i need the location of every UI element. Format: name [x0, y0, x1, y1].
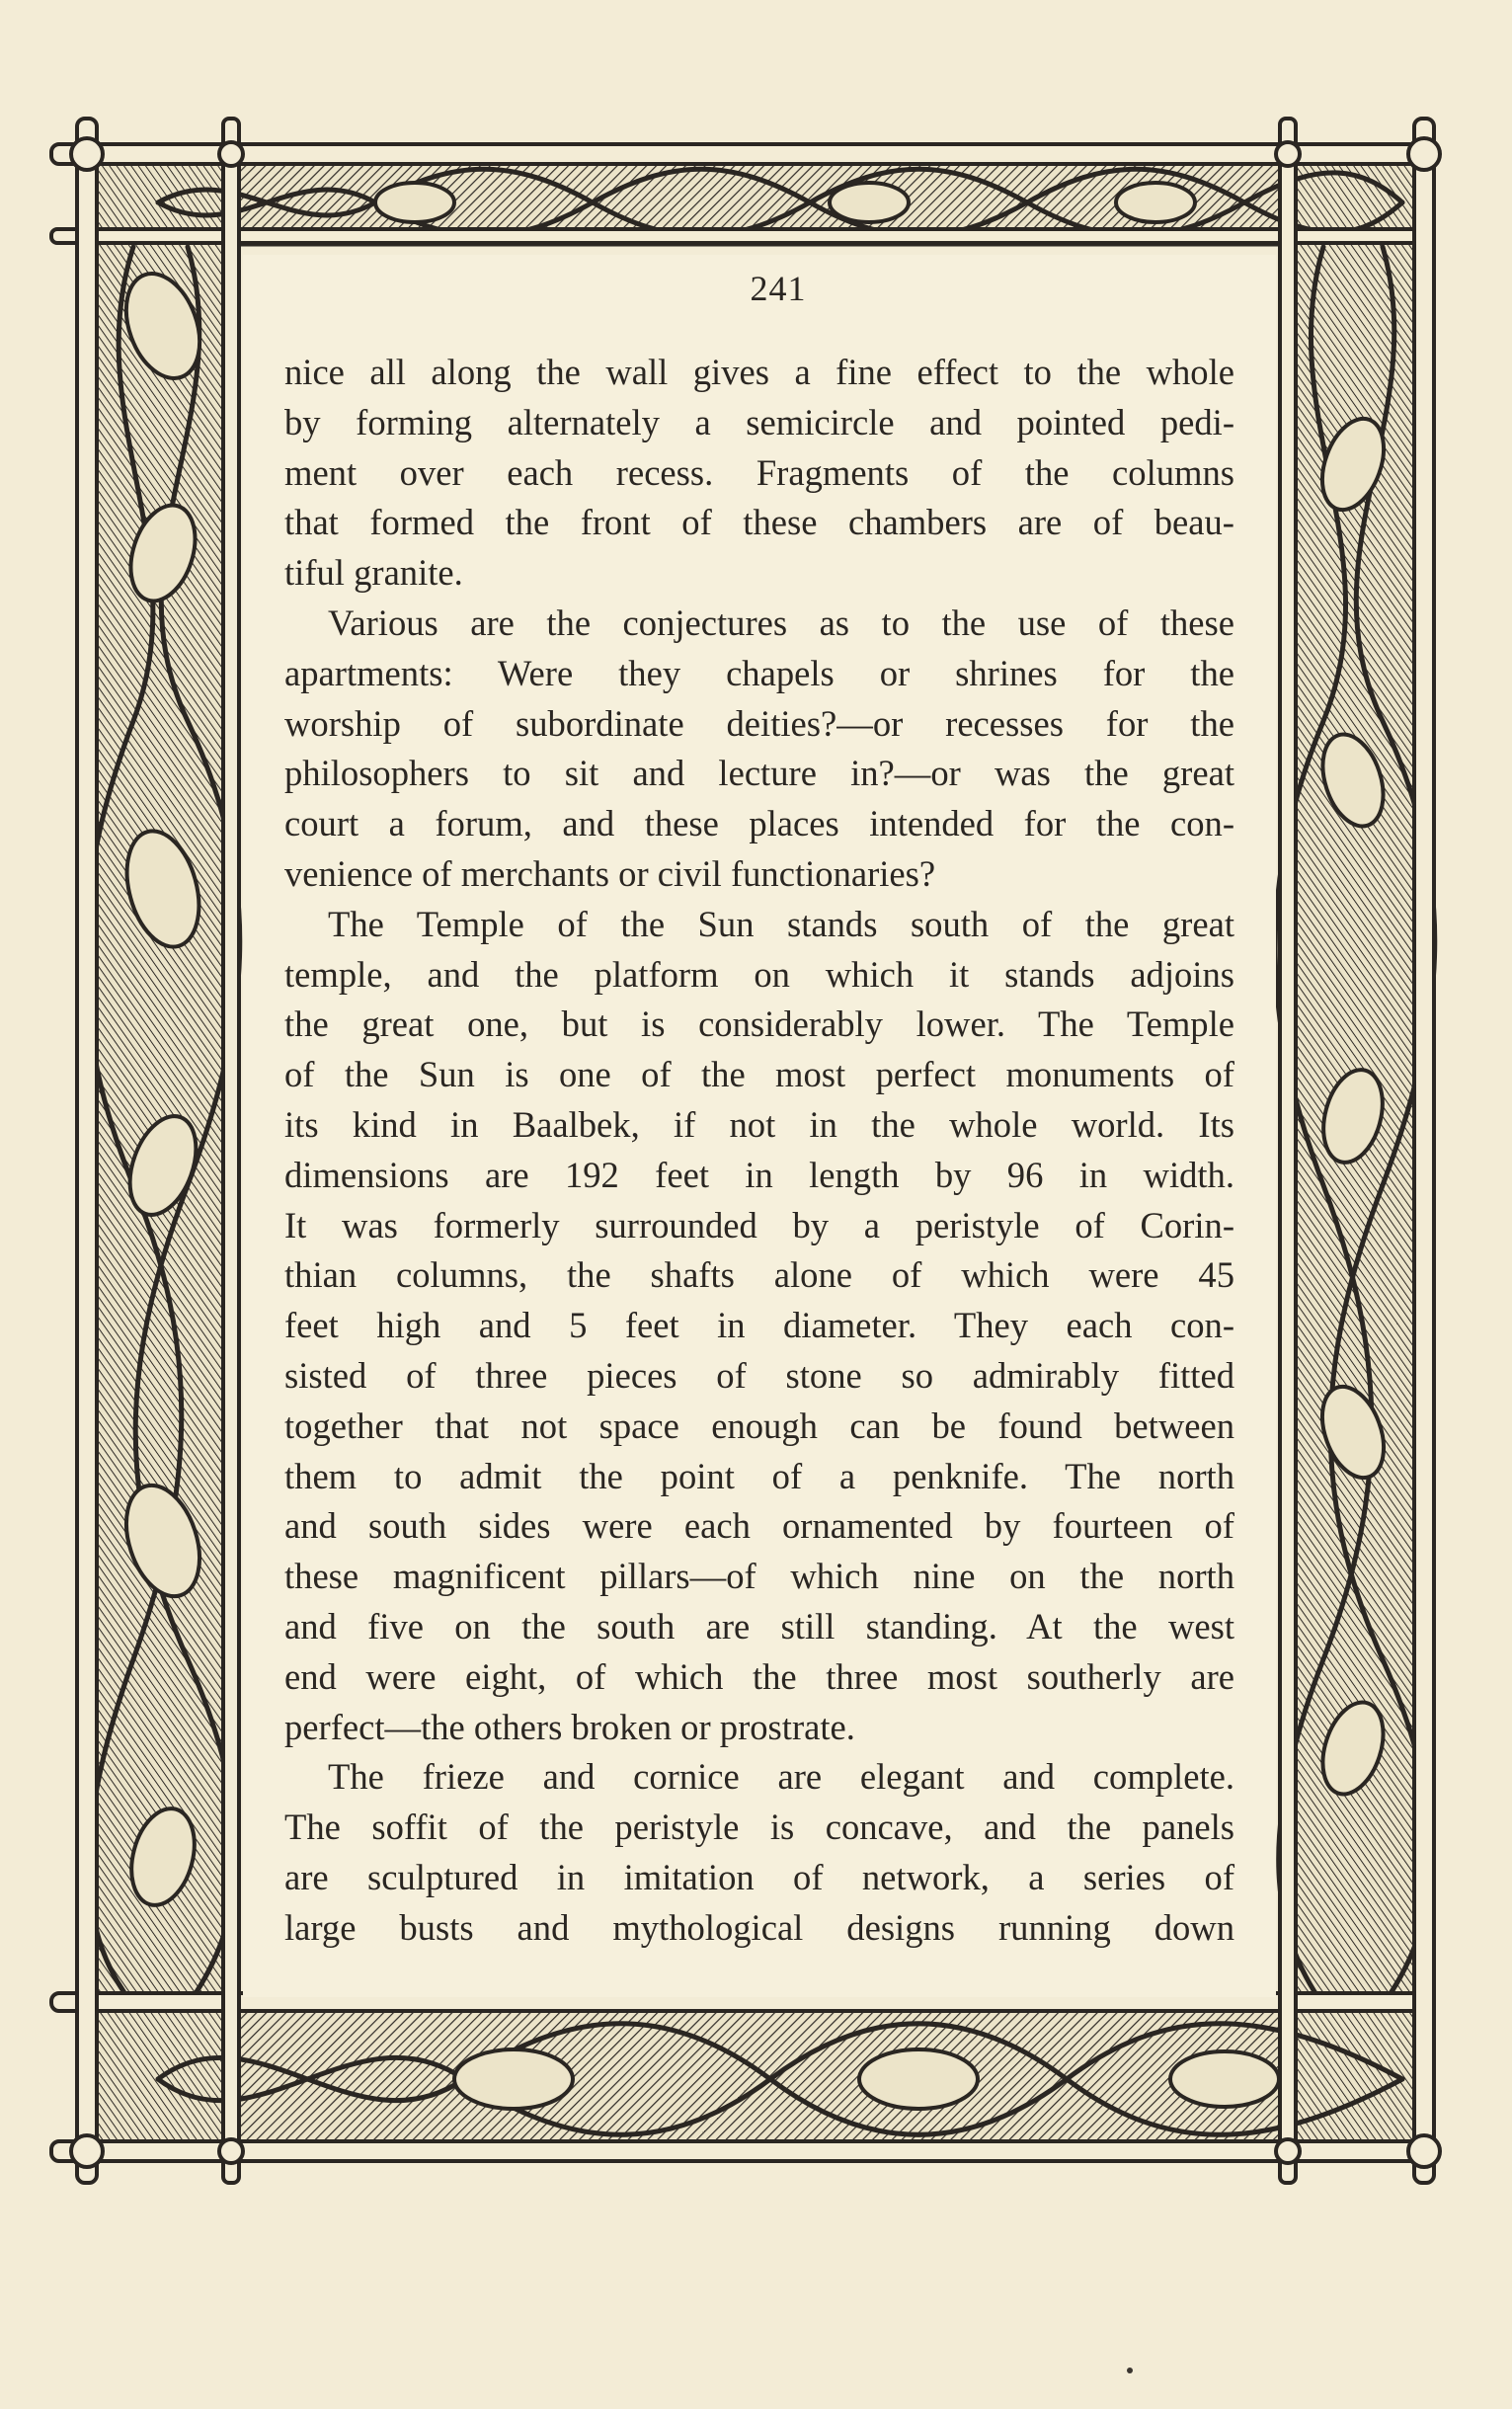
text-line: court a forum, and these places intended for the con-: [284, 803, 1234, 844]
text-line: The soffit of the peristyle is concave, and the panels: [284, 1807, 1234, 1848]
text-line: them to admit the point of a penknife. The north: [284, 1455, 1234, 1496]
text-line: dimensions are 192 feet in length by 96 in width.: [284, 1154, 1234, 1195]
text-line: perfect—the others broken or prostrate.: [284, 1706, 855, 1747]
text-line: together that not space enough can be found between: [284, 1405, 1234, 1446]
text-line: feet high and 5 feet in diameter. They each con-: [284, 1305, 1234, 1346]
text-line: and five on the south are still standing. At the west: [284, 1605, 1234, 1646]
text-line: worship of subordinate deities?—or recesses for the: [284, 702, 1234, 744]
text-line: nice all along the wall gives a fine effect to the whole: [284, 352, 1234, 392]
text-line: The Temple of the Sun stands south of the great: [328, 903, 1234, 944]
text-line: The frieze and cornice are elegant and complete.: [328, 1756, 1234, 1798]
text-line: apartments: Were they chapels or shrines for the: [284, 652, 1234, 693]
text-line: large busts and mythological designs running down: [284, 1906, 1234, 1948]
text-line: that formed the front of these chambers are of beau-: [284, 502, 1234, 543]
text-line: and south sides were each ornamented by fourteen of: [284, 1505, 1234, 1547]
text-line: the great one, but is considerably lower. The Temple: [284, 1004, 1234, 1045]
text-line: by forming alternately a semicircle and pointed pedi-: [284, 401, 1234, 442]
text-line: venience of merchants or civil functionaries?: [284, 852, 936, 894]
body-text: [284, 348, 1234, 1954]
text-line: its kind in Baalbek, if not in the whole world. Its: [284, 1103, 1234, 1145]
text-line: of the Sun is one of the most perfect monuments of: [284, 1054, 1234, 1095]
text-line: philosophers to sit and lecture in?—or was the great: [284, 753, 1234, 794]
text-line: are sculptured in imitation of network, a series of: [284, 1856, 1234, 1897]
text-line: end were eight, of which the three most southerly are: [284, 1655, 1234, 1697]
text-line: temple, and the platform on which it stands adjoins: [284, 953, 1234, 995]
text-line: these magnificent pillars—of which nine on the north: [284, 1556, 1234, 1597]
text-line: ment over each recess. Fragments of the columns: [284, 451, 1234, 493]
ink-speck: [1127, 2368, 1133, 2373]
text-line: Various are the conjectures as to the use of these: [328, 602, 1234, 643]
page-number: 241: [750, 269, 807, 308]
text-line: thian columns, the shafts alone of which were 45: [284, 1254, 1234, 1296]
text-line: sisted of three pieces of stone so admirably fitted: [284, 1354, 1234, 1396]
text-line: It was formerly surrounded by a peristyle of Corin-: [284, 1204, 1234, 1245]
text-line: tiful granite.: [284, 552, 463, 594]
